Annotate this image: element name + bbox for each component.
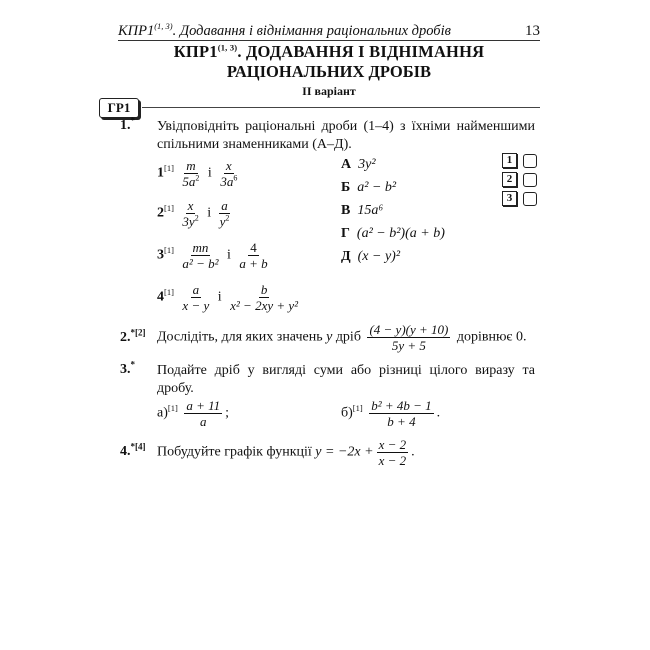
task4-number: 4.$^{*[4]}$ [120, 441, 146, 459]
task2-fraction: $\frac{(4 - y)(y + 10)}{5y + 5}$ [369, 322, 449, 353]
group-divider [142, 107, 540, 108]
answer-key-2: 2 [502, 172, 517, 187]
task2-text: Дослідіть, для яких значень y дріб $\frac{(4 - y)(y + 10)}{5y + 5}$ дорівнює 0. [157, 322, 527, 353]
task4-text: Побудуйте графік функції y = −2x + $\frac{x - 2}{x - 2}$ . [157, 437, 415, 468]
answer-row-2 [502, 172, 537, 187]
task1-item-2: 2[1] $\frac{x}{3y^2}$ і $\frac{a}{y^2}$ [157, 198, 230, 229]
title-line-2: РАЦІОНАЛЬНИХ ДРОБІВ [226, 62, 432, 81]
task3-number: 3.* [120, 359, 135, 377]
task1-item-4: 4[1] $\frac{a}{x - y}$ і $\frac{b}{\text{x² − 2xy + y²}}$ [157, 282, 299, 313]
answer-box-2[interactable] [523, 173, 537, 187]
variant-label: ІІ варіант [302, 84, 356, 98]
answer-box-3[interactable] [523, 192, 537, 206]
running-header [118, 20, 540, 41]
running-header-title: КПР1$^{(1, 3)}$. Додавання і віднімання раціональних дробів [118, 21, 451, 39]
answer-row-3 [502, 191, 537, 206]
group-badge: ГР1 [99, 98, 139, 118]
answer-box-1[interactable] [523, 154, 537, 168]
task1-option-a: А 3y² [341, 157, 376, 172]
task1-option-d: Г (a² − b²)(a + b) [341, 226, 445, 241]
task3-part-b: б)[1] $\frac{\text{b² + 4b − 1}}{b + 4}$ . [341, 398, 441, 429]
task1-item-1: 1[1] $\frac{m}{5a^2}$ і $\frac{x}{3a^6}$ [157, 158, 238, 189]
task1-option-e: Д (x − y)² [341, 249, 401, 264]
task4-fraction: $\frac{x - 2}{x - 2}$ [378, 437, 407, 468]
task1-option-c: В 15a⁶ [341, 203, 384, 218]
title-line-1: КПР1$^{(1, 3)}$. ДОДАВАННЯ І ВІДНІМАННЯ [173, 42, 485, 61]
answer-row-1 [502, 153, 537, 168]
page-title [118, 42, 540, 99]
answer-key-3: 3 [502, 191, 517, 206]
answer-key-1: 1 [502, 153, 517, 168]
task1-option-b: Б a² − b² [341, 180, 397, 195]
task1-number: 1.* [120, 115, 135, 133]
task2-number: 2.$^{*[2]}$ [120, 327, 146, 345]
page-number: 13 [525, 23, 540, 39]
task3-text: Подайте дріб у вигляді суми або різниці цілого виразу та дробу. [157, 363, 535, 396]
task1-text: Увідповідніть раціональні дроби (1–4) з їхніми найменшими спільними знаменниками (А–Д). [157, 119, 535, 152]
task3-part-a: а)[1] $\frac{a + 11}{a}$ ; [157, 398, 230, 429]
task1-item-3: 3[1] $\frac{mn}{\text{a² − b²}}$ і $\frac{4}{a + b}$ [157, 240, 268, 271]
